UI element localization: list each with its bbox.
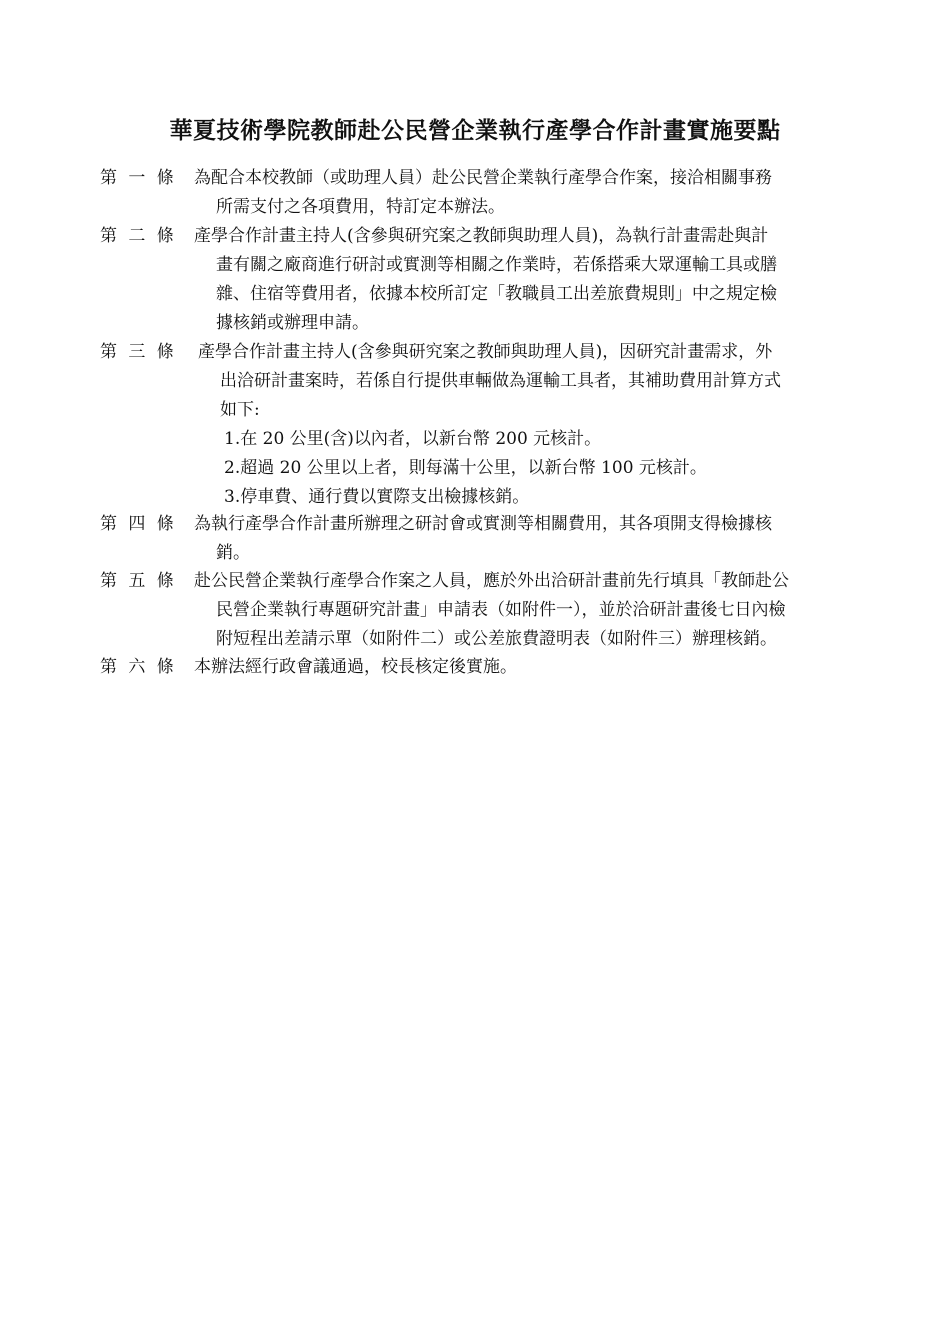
list-item: 1.在 20 公里(含)以內者，以新台幣 200 元核計。	[224, 429, 602, 449]
article-line: 據核銷或辦理申請。	[216, 313, 369, 333]
article-body	[194, 653, 870, 682]
article-body	[194, 222, 870, 338]
article-line: 如下:	[220, 400, 260, 420]
article-1	[100, 164, 870, 222]
article-4	[100, 510, 870, 568]
article-line: 出洽研計畫案時，若係自行提供車輛做為運輸工具者，其補助費用計算方式	[220, 371, 781, 391]
article-body	[198, 338, 870, 512]
list-item: 3.停車費、通行費以實際支出檢據核銷。	[224, 487, 530, 507]
article-number: 第 三 條	[100, 342, 177, 362]
article-body	[194, 567, 870, 654]
article-line: 附短程出差請示單（如附件二）或公差旅費證明表（如附件三）辦理核銷。	[216, 629, 777, 649]
article-line: 民營企業執行專題研究計畫」申請表（如附件一），並於洽研計畫後七日內檢	[216, 600, 786, 620]
article-number: 第 四 條	[100, 514, 177, 534]
article-line: 為執行產學合作計畫所辦理之研討會或實測等相關費用，其各項開支得檢據核	[194, 514, 772, 534]
article-number: 第 六 條	[100, 657, 177, 677]
article-6	[100, 653, 870, 682]
article-line: 為配合本校教師（或助理人員）赴公民營企業執行產學合作案，接洽相關事務	[194, 168, 772, 188]
article-line: 產學合作計畫主持人(含參與研究案之教師與助理人員)，因研究計畫需求，外	[198, 342, 773, 362]
article-line: 雜、住宿等費用者，依據本校所訂定「教職員工出差旅費規則」中之規定檢	[216, 284, 777, 304]
article-line: 產學合作計畫主持人(含參與研究案之教師與助理人員)，為執行計畫需赴與計	[194, 226, 769, 246]
article-body	[194, 164, 870, 222]
article-number: 第 五 條	[100, 571, 177, 591]
article-line: 畫有關之廠商進行研討或實測等相關之作業時，若係搭乘大眾運輸工具或膳	[216, 255, 777, 275]
article-number: 第 一 條	[100, 168, 177, 188]
article-3	[100, 338, 870, 512]
article-5	[100, 567, 870, 654]
article-body	[194, 510, 870, 568]
article-2	[100, 222, 870, 338]
list-item: 2.超過 20 公里以上者，則每滿十公里，以新台幣 100 元核計。	[224, 458, 707, 478]
document-title: 華夏技術學院教師赴公民營企業執行產學合作計畫實施要點	[169, 117, 781, 144]
article-line: 赴公民營企業執行產學合作案之人員，應於外出洽研計畫前先行填具「教師赴公	[194, 571, 789, 591]
article-line: 銷。	[216, 543, 250, 563]
article-number: 第 二 條	[100, 226, 177, 246]
article-line: 本辦法經行政會議通過，校長核定後實施。	[194, 657, 517, 677]
article-line: 所需支付之各項費用，特訂定本辦法。	[216, 197, 505, 217]
